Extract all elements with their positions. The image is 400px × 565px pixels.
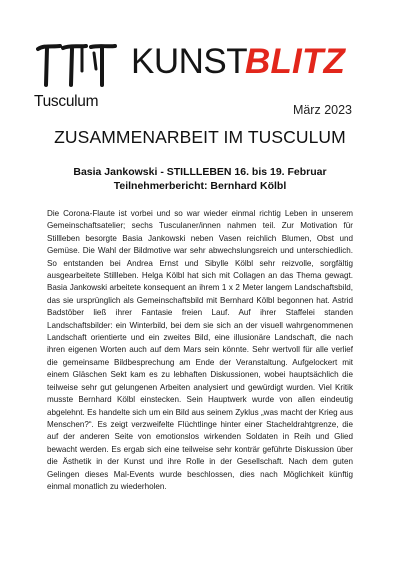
newsletter-title-blitz: BLITZ xyxy=(245,42,346,81)
article-body: Die Corona-Flaute ist vorbei und so war wieder einmal richtig Leben in unserem Gemeinschaftsatelier; sechs Tusculaner/innen nahmen teil. Zur Motivation für Stillleben besorgte Basia Jankowski neben Vasen reichlich Blumen, Obst und Gemüse. Die Wahl der Bildmotive war sehr abwechslungsreich und unterschiedlich. So entstanden bei Andrea Ernst und Sibylle Kölbl sehr reizvolle, sorgfältig ausgearbeitete Stillleben. Helga Kölbl hat sich mit Collagen an das Thema gewagt. Basia Jankowski arbeitete konsequent an ihrem 1 x 2 Meter langem Landschaftsbild, das sie ursprünglich als Gemeinschaftsbild mit Bernhard Kölbl begonnen hat. Astrid Badstöber ließ ihrer Fantasie freien Lauf. Auf ihrer Staffelei standen Landschaftsbilder: ein Winterbild, bei dem sie sich an der visuell wahrgenommenen Landschaft orientierte und ein zweites Bild, eine illusionäre Landschaft, die nach ihren eigenen Worten auch auf dem Mars sein könnte. Sehr wertvoll für alle verlief die gemeinsame Bildbesprechung am Ende der Veranstaltung. Aufgelockert mit einem Gläschen Sekt kam es zu lebhaften Diskussionen, wobei hauptsächlich die teilweise sehr gut gelungenen Arbeiten analysiert und gewürdigt wurden. Viel Kritik musste Bernhard Kölbl einstecken. Sein Hauptwerk wurde von allen eindeutig abgelehnt. Es handelte sich um ein Bild aus seinem Zyklus „was macht der Krieg aus Menschen?“. Es zeigt verzweifelte Flüchtlinge hinter einer Stacheldrahtgrenze, die auf der anderen Seite von emotionslos wirkenden Soldaten in Reih und Glied bewacht werden. Es ergab sich eine teilweise sehr konträr geführte Diskussion über die Ästhetik in der Kunst und ihre Rolle in der Gesellschaft. Nach dem guten Gelingen dieses Mal-Events wurde beschlossen, dies nach Möglichkeit künftig einmal monatlich zu wiederholen. xyxy=(47,209,353,491)
article-subhead xyxy=(0,165,400,193)
issue-date: März 2023 xyxy=(292,103,352,117)
newsletter-title-kunst: KUNST xyxy=(131,42,248,81)
article-headline: ZUSAMMENARBEIT IM TUSCULUM xyxy=(54,127,346,147)
logo-wordmark: Tusculum xyxy=(34,93,99,110)
subhead-event-line: Basia Jankowski - STILLLEBEN 16. bis 19. Februar xyxy=(73,166,327,178)
tusculum-logo-icon xyxy=(36,43,124,87)
subhead-author-line: Teilnehmerbericht: Bernhard Kölbl xyxy=(113,180,287,192)
